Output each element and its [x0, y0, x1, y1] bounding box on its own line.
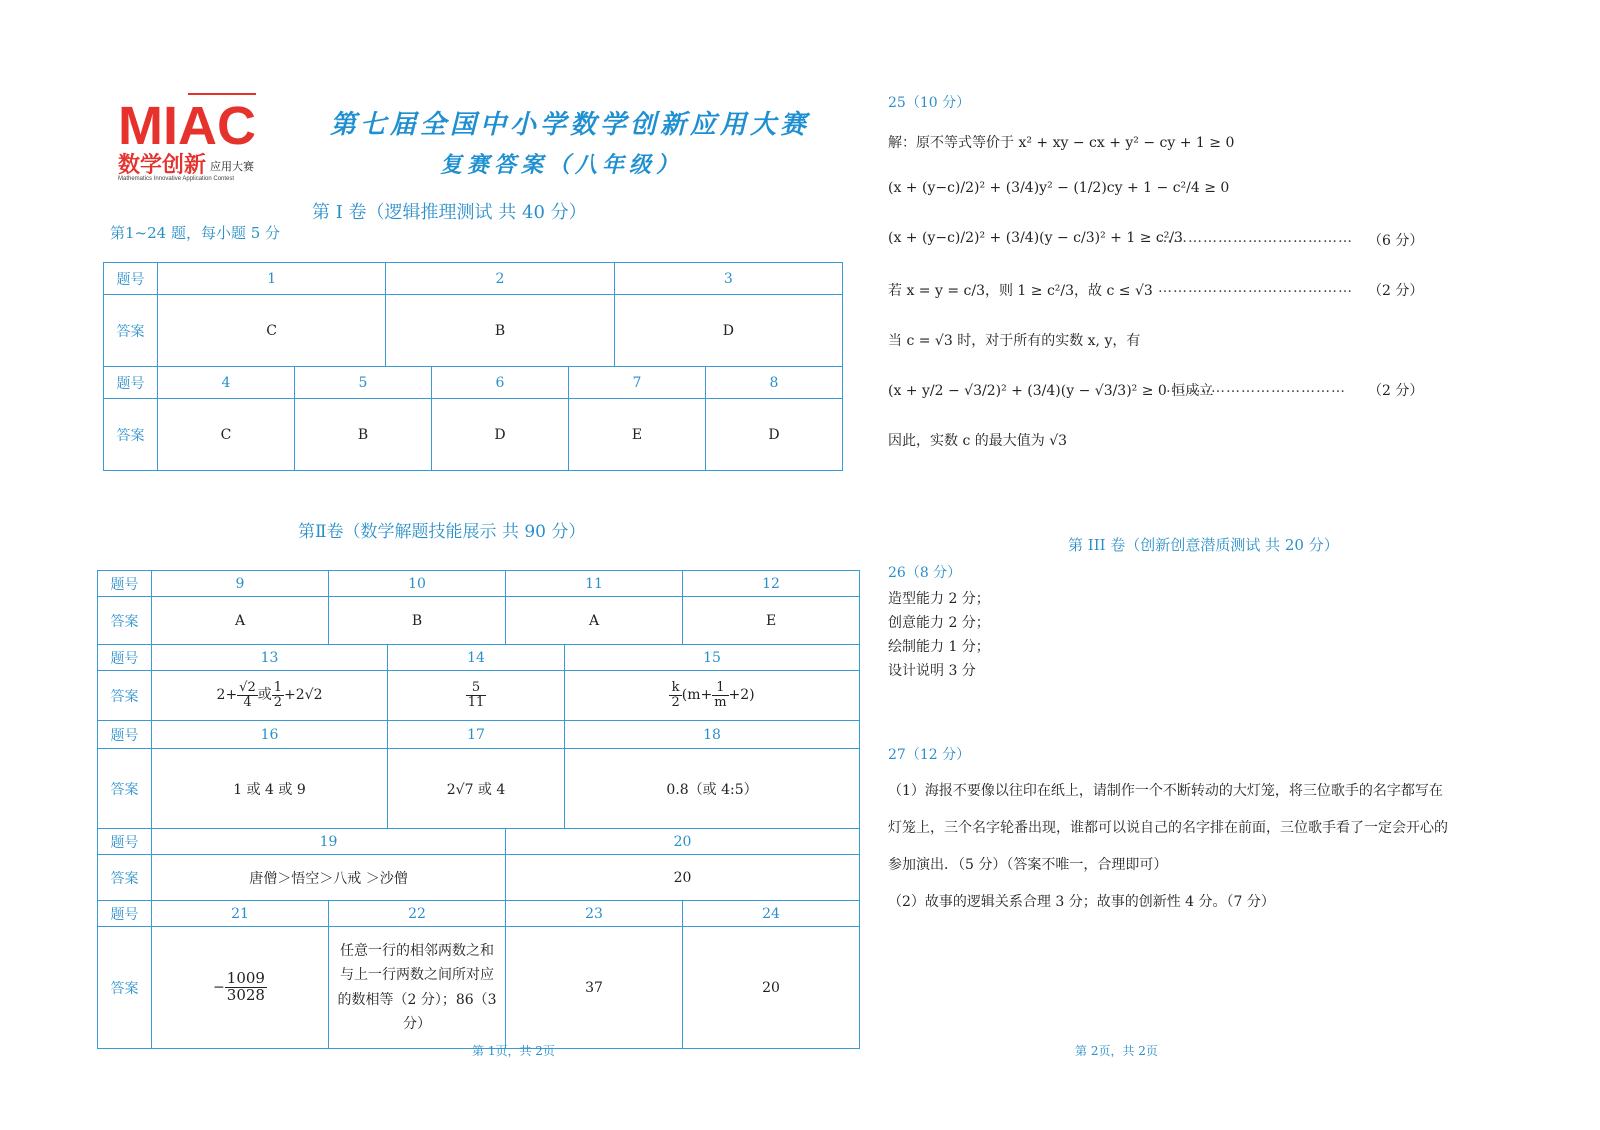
question-number: 8 [706, 367, 843, 399]
denominator: 2 [273, 695, 283, 710]
table-row [98, 721, 860, 749]
q25-score: （2 分） [1368, 383, 1424, 399]
label-question: 题号 [104, 367, 158, 399]
question-number: 20 [506, 829, 860, 855]
label-answer: 答案 [98, 749, 152, 829]
label-answer: 答案 [98, 927, 152, 1049]
q25-score: （2 分） [1368, 283, 1424, 299]
part2-table [97, 570, 860, 1049]
answer-15 [565, 671, 860, 721]
question-number: 9 [152, 571, 329, 597]
answer-cell: B [329, 597, 506, 645]
answer-cell: 0.8（或 4:5） [565, 749, 860, 829]
q25-line: 解：原不等式等价于 x² + xy − cx + y² − cy + 1 ≥ 0 [888, 135, 1235, 151]
question-number: 18 [565, 721, 860, 749]
contest-logo [118, 92, 258, 188]
question-number: 17 [388, 721, 565, 749]
answer-cell: B [295, 399, 432, 471]
table-row [98, 901, 860, 927]
answer-cell: 2√7 或 4 [388, 749, 565, 829]
answer-cell: 20 [506, 855, 860, 901]
table-row [98, 645, 860, 671]
table-row [98, 749, 860, 829]
table-row [98, 571, 860, 597]
q25-line: 当 c = √3 时，对于所有的实数 x, y，有 [888, 333, 1141, 349]
part2-heading: 第Ⅱ卷（数学解题技能展示 共 90 分） [298, 522, 586, 542]
question-number: 7 [569, 367, 706, 399]
formula-part: +2) [728, 687, 755, 704]
fraction [225, 971, 267, 1004]
q26-item: 设计说明 3 分 [888, 663, 976, 679]
q26-item: 绘制能力 1 分； [888, 639, 990, 655]
numerator: √2 [239, 680, 256, 696]
logo-chinese-sub: 应用大赛 [210, 161, 254, 173]
q26-heading: 26（8 分） [888, 565, 962, 581]
numerator: 1 [712, 681, 728, 696]
part1-table-top [103, 262, 843, 367]
denominator: 3028 [226, 986, 265, 1004]
table-row [104, 367, 843, 399]
formula-part: (m+ [681, 687, 713, 704]
table-row [98, 597, 860, 645]
question-number: 5 [295, 367, 432, 399]
page-footer-right: 第 2页，共 2页 [1075, 1044, 1158, 1058]
label-answer: 答案 [98, 597, 152, 645]
fraction [712, 681, 728, 709]
answer-cell: 1 或 4 或 9 [152, 749, 388, 829]
denominator: 2 [671, 695, 680, 710]
question-number: 21 [152, 901, 329, 927]
answer-subtitle: 复赛答案（八年级） [440, 152, 684, 178]
table-row [98, 671, 860, 721]
question-number: 10 [329, 571, 506, 597]
contest-title: 第七届全国中小学数学创新应用大赛 [330, 110, 811, 140]
formula-part: 2+ [216, 687, 238, 704]
q25-heading: 25（10 分） [888, 95, 971, 111]
table-row [98, 855, 860, 901]
table-row [104, 263, 843, 295]
question-number: 4 [158, 367, 295, 399]
part1-table-bottom [103, 366, 843, 471]
label-question: 题号 [98, 721, 152, 749]
answer-cell: A [506, 597, 683, 645]
question-number: 22 [329, 901, 506, 927]
answer-cell: E [683, 597, 860, 645]
answer-21 [152, 927, 329, 1049]
answer-13 [152, 671, 388, 721]
q27-paragraph: （1）海报不要像以往印在纸上，请制作一个不断转动的大灯笼，将三位歌手的名字都写在 [888, 783, 1443, 799]
q25-line: (x + (y−c)/2)² + (3/4)(y − c/3)² + 1 ≥ c²/3 [888, 230, 1183, 246]
question-number: 12 [683, 571, 860, 597]
fraction [237, 681, 258, 709]
label-question: 题号 [98, 829, 152, 855]
table-row [98, 927, 860, 1049]
question-number: 15 [565, 645, 860, 671]
q27-heading: 27（12 分） [888, 747, 971, 763]
q27-paragraph: （2）故事的逻辑关系合理 3 分；故事的创新性 4 分。（7 分） [888, 894, 1275, 910]
dot-leader: ……………………………… [1166, 380, 1346, 396]
fraction [669, 681, 681, 709]
table-row [98, 829, 860, 855]
part1-note: 第1~24 题，每小题 5 分 [110, 224, 281, 242]
label-answer: 答案 [98, 855, 152, 901]
question-number: 11 [506, 571, 683, 597]
answer-cell: E [569, 399, 706, 471]
answer-cell: C [158, 399, 295, 471]
q27-paragraph: 参加演出．（5 分）（答案不唯一，合理即可） [888, 857, 1168, 873]
part3-heading: 第 III 卷（创新创意潜质测试 共 20 分） [1068, 536, 1339, 554]
formula-part: +2√2 [284, 687, 323, 704]
label-question: 题号 [104, 263, 158, 295]
label-answer: 答案 [104, 399, 158, 471]
numerator: 5 [466, 681, 487, 696]
question-number: 19 [152, 829, 506, 855]
answer-cell: D [432, 399, 569, 471]
answer-cell: B [386, 295, 614, 367]
answer-cell: 20 [683, 927, 860, 1049]
question-number: 2 [386, 263, 614, 295]
answer-cell: C [158, 295, 386, 367]
fraction [466, 681, 487, 709]
q25-line: (x + y/2 − √3/2)² + (3/4)(y − √3/3)² ≥ 0 恒成立 [888, 383, 1214, 399]
question-number: 14 [388, 645, 565, 671]
q25-line: 若 x = y = c/3，则 1 ≥ c²/3，故 c ≤ √3 [888, 283, 1153, 299]
answer-cell: A [152, 597, 329, 645]
answer-cell: 37 [506, 927, 683, 1049]
dot-leader: ………………………………… [1158, 230, 1353, 246]
numerator: 1009 [226, 969, 265, 988]
part1-heading: 第 I 卷（逻辑推理测试 共 40 分） [312, 202, 587, 223]
answer-cell: 唐僧＞悟空＞八戒 ＞沙僧 [152, 855, 506, 901]
denominator: m [714, 695, 727, 710]
question-number: 3 [614, 263, 842, 295]
question-number: 24 [683, 901, 860, 927]
answer-14 [388, 671, 565, 721]
label-answer: 答案 [98, 671, 152, 721]
logo-english: Mathematics Innovative Application Contest [118, 176, 235, 182]
fraction [272, 681, 284, 709]
denominator: 4 [243, 695, 252, 710]
logo-letters: MIAC [118, 96, 256, 156]
label-question: 题号 [98, 901, 152, 927]
numerator: k [669, 681, 681, 696]
table-row [104, 399, 843, 471]
q26-item: 造型能力 2 分； [888, 591, 990, 607]
label-answer: 答案 [104, 295, 158, 367]
q25-line: 因此，实数 c 的最大值为 √3 [888, 433, 1068, 449]
formula-part: − [213, 979, 225, 996]
answer-cell: D [614, 295, 842, 367]
question-number: 16 [152, 721, 388, 749]
question-number: 6 [432, 367, 569, 399]
question-number: 13 [152, 645, 388, 671]
label-question: 题号 [98, 645, 152, 671]
label-question: 题号 [98, 571, 152, 597]
dot-leader: ………………………………… [1158, 280, 1353, 296]
q25-line: (x + (y−c)/2)² + (3/4)y² − (1/2)cy + 1 − c²/4 ≥ 0 [888, 180, 1230, 196]
numerator: 1 [273, 680, 283, 696]
answer-cell: 任意一行的相邻两数之和与上一行两数之间所对应的数相等（2 分）；86（3 分） [329, 927, 506, 1049]
page-footer-left: 第 1页，共 2页 [472, 1044, 555, 1058]
question-number: 1 [158, 263, 386, 295]
answer-cell: D [706, 399, 843, 471]
q25-score: （6 分） [1368, 233, 1424, 249]
formula-part: 或 [257, 687, 272, 704]
q26-item: 创意能力 2 分； [888, 615, 990, 631]
table-row [104, 295, 843, 367]
logo-chinese: 数学创新 [118, 152, 207, 177]
question-number: 23 [506, 901, 683, 927]
denominator: 11 [467, 695, 485, 710]
q27-paragraph: 灯笼上，三个名字轮番出现，谁都可以说自己的名字排在前面，三位歌手看了一定会开心的 [888, 820, 1448, 836]
